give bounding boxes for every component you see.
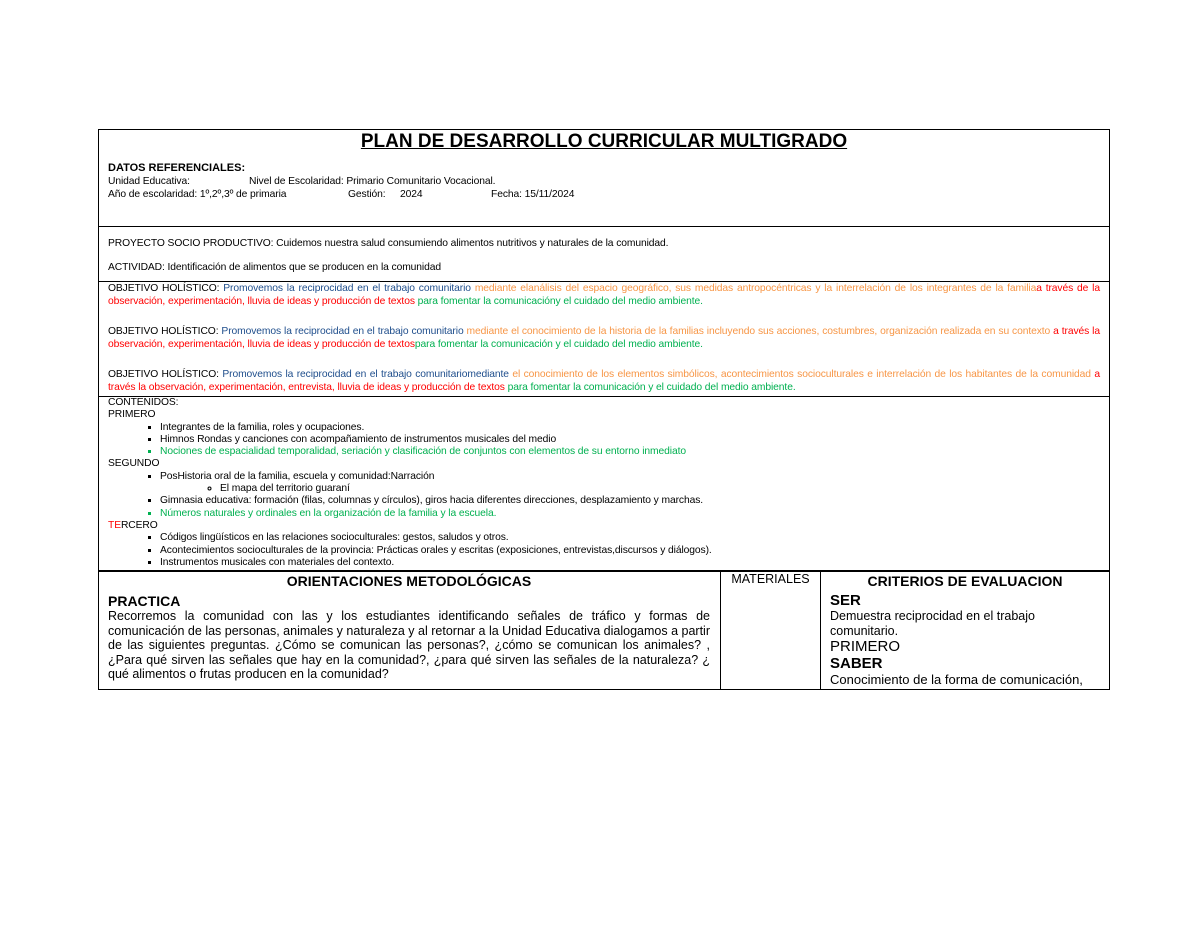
- segundo-label: SEGUNDO: [108, 458, 160, 470]
- datos-heading: DATOS REFERENCIALES:: [108, 162, 246, 174]
- criterios-heading: CRITERIOS DE EVALUACION: [867, 573, 1063, 590]
- bottom-row: [99, 571, 1109, 689]
- ser-heading: SER: [830, 592, 861, 610]
- list-item: ▪ Acontecimientos socioculturales de la provincia: Prácticas orales y escritas (exposiciones, entrevistas,discursos y diálogos).: [160, 545, 1100, 557]
- saber-text: Conocimiento de la forma de comunicación,: [830, 672, 1083, 688]
- anio: Año de escolaridad: 1º,2º,3º de primaria: [108, 189, 287, 200]
- list-item: ▪ Himnos Rondas y canciones con acompañamiento de instrumentos musicales del medio: [160, 434, 1100, 446]
- criterios-section: [821, 572, 1109, 689]
- contenidos-section: [99, 397, 1109, 571]
- objetivo-3: OBJETIVO HOLÍSTICO: Promovemos la reciprocidad en el trabajo comunitariomediante el conocimiento de los elementos simbólicos, acontecimientos socioculturales e interrelación de los habitantes de la comunidad a través la observación, experimentación, entrevista, lluvia de ideas y producción de textos para fomentar la comunicación y el cuidado del medio ambiente.: [108, 369, 1100, 393]
- tercero-label: TERCERO: [108, 519, 158, 531]
- practica-text: Recorremos la comunidad con las y los estudiantes identificando señales de tráfico y formas de comunicación de las personas, animales y naturaleza y al retornar a la Unidad Educativa dialogamos a partir de las siguientes preguntas. ¿Cómo se comunican las personas?, ¿cómo se comunican los animales? , ¿Para qué sirven las señales que hay en la comunidad?, ¿para qué sirven las señales de la naturaleza? ¿ qué alimentos o frutas producen en la comunidad?: [108, 609, 710, 682]
- primero-label: PRIMERO: [108, 409, 156, 421]
- nivel: Nivel de Escolaridad: Primario Comunitario Vocacional.: [249, 176, 496, 187]
- practica-heading: PRACTICA: [108, 593, 181, 610]
- proyecto-section: [99, 227, 1109, 282]
- header-section: [99, 130, 1109, 227]
- fecha: Fecha: 15/11/2024: [491, 189, 575, 200]
- page-title: PLAN DE DESARROLLO CURRICULAR MULTIGRADO: [360, 131, 848, 152]
- primero-list: [108, 422, 1100, 459]
- list-item: ▪ Instrumentos musicales con materiales del contexto.: [160, 557, 1100, 569]
- tercero-list: [108, 532, 1100, 569]
- list-item: ▪ Números naturales y ordinales en la organización de la familia y la escuela.: [160, 508, 1100, 520]
- plan-table: [98, 129, 1110, 690]
- gestion-label: Gestión:: [348, 189, 386, 200]
- primero-criterio: PRIMERO: [830, 638, 901, 656]
- list-item: ▪ Códigos lingüísticos en las relaciones socioculturales: gestos, saludos y otros.: [160, 532, 1100, 544]
- objetivos-section: [99, 282, 1109, 397]
- orientaciones-section: [99, 572, 721, 689]
- actividad: ACTIVIDAD: Identificación de alimentos que se producen en la comunidad: [108, 262, 441, 273]
- list-item: ▪ PosHistoria oral de la familia, escuela y comunidad:Narración ◦ El mapa del territorio guaraní: [160, 471, 1100, 496]
- unidad-label: Unidad Educativa:: [108, 176, 190, 187]
- list-item: ▪ Integrantes de la familia, roles y ocupaciones.: [160, 422, 1100, 434]
- list-item: ◦ El mapa del territorio guaraní: [220, 483, 1100, 495]
- segundo-list: [108, 471, 1100, 520]
- gestion: 2024: [400, 189, 423, 200]
- list-item: ▪ Gimnasia educativa: formación (filas, columnas y círculos), giros hacia diferentes direcciones, desplazamiento y marchas.: [160, 495, 1100, 507]
- saber-heading: SABER: [830, 655, 883, 673]
- objetivo-2: OBJETIVO HOLÍSTICO: Promovemos la reciprocidad en el trabajo comunitario mediante el conocimiento de la historia de la familias incluyendo sus acciones, costumbres, organización realizada en su contexto a través la observación, experimentación, lluvia de ideas y producción de textospara fomentar la comunicación y el cuidado del medio ambiente.: [108, 326, 1100, 350]
- orientaciones-heading: ORIENTACIONES METODOLÓGICAS: [286, 573, 532, 590]
- objetivo-1: OBJETIVO HOLÍSTICO: Promovemos la reciprocidad en el trabajo comunitario mediante elanálisis del espacio geográfico, sus medidas antropocéntricas y la interrelación de los integrantes de la familiaa través de la observación, experimentación, lluvia de ideas y producción de textos para fomentar la comunicacióny el cuidado del medio ambiente.: [108, 283, 1100, 307]
- proyecto: PROYECTO SOCIO PRODUCTIVO: Cuidemos nuestra salud consumiendo alimentos nutritivos y naturales de la comunidad.: [108, 238, 669, 249]
- contenidos-heading: CONTENIDOS:: [108, 397, 179, 408]
- materiales-section: [721, 572, 821, 689]
- list-item: ▪ Nociones de espacialidad temporalidad, seriación y clasificación de conjuntos con elementos de su entorno inmediato: [160, 446, 1100, 458]
- ser-text: Demuestra reciprocidad en el trabajo comunitario.: [830, 609, 1035, 638]
- materiales-heading: MATERIALES: [731, 572, 810, 587]
